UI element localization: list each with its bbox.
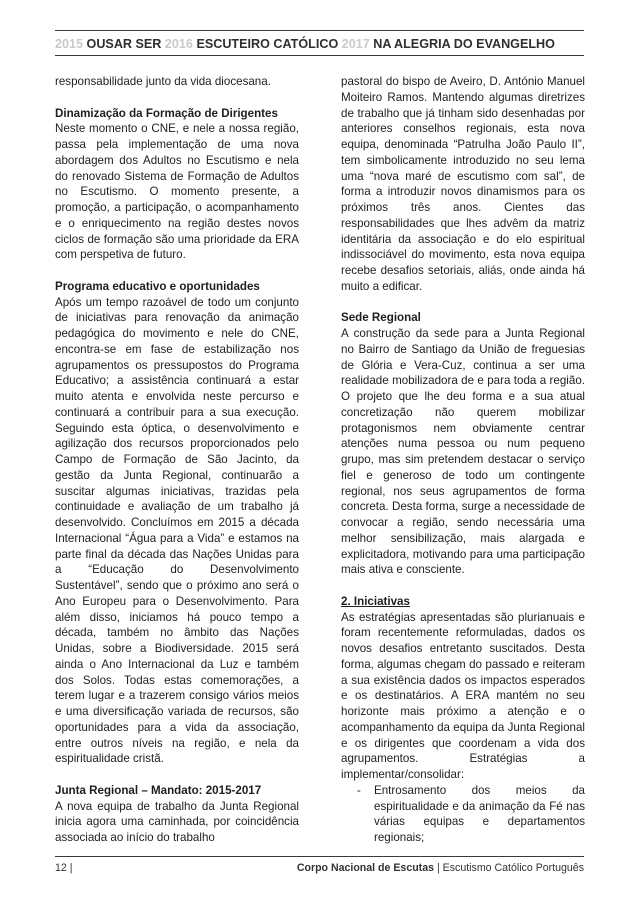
- body-paragraph: A construção da sede para a Junta Regional no Bairro de Santiago da União de freguesias de Glória e Vera-Cuz, continua a ser uma realidade mobilizadora de e para toda a região. O projeto que lhe deu forma e a sua atual concretização não querem mobilizar protagonismos nem obviamente centrar atenções numa pessoa ou num pequeno grupo, mas sim pretendem destacar o serviço fiel e generoso de todo um contingente regional, nos seus agrupamentos de forma concreta. Desta forma, surge a necessidade de convocar a região, sendo necessária uma melhor sensibilização, mais alargada e explicitadora, motivando para uma participação mais ativa e consciente.: [341, 327, 585, 577]
- header-top-rule: [55, 30, 584, 31]
- paragraph-gap: [341, 578, 585, 594]
- paragraph-gap: [55, 90, 299, 106]
- section-heading: 2. Iniciativas: [341, 594, 410, 608]
- footer-organization: Corpo Nacional de Escutas: [296, 862, 434, 874]
- footer-rule: [55, 856, 584, 857]
- left-text-column: [55, 74, 299, 846]
- footer-separator: |: [436, 862, 440, 874]
- list-dash: -: [357, 783, 361, 797]
- header-year-2016: 2016: [164, 37, 193, 51]
- header-phrase-1: OUSAR SER: [86, 37, 162, 51]
- list-item-text: Entrosamento dos meios da espiritualidade e da animação da Fé nas várias equipas e departamentos regionais;: [374, 783, 585, 844]
- header-year-2015: 2015: [55, 37, 84, 51]
- list-item: [341, 783, 585, 846]
- section-heading: Junta Regional – Mandato: 2015-2017: [55, 783, 262, 797]
- footer-subtitle: Escutismo Católico Português: [442, 862, 584, 874]
- paragraph-gap: [341, 295, 585, 311]
- body-paragraph: Neste momento o CNE, e nele a nossa região, passa pela implementação de uma nova abordagem dos Adultos no Escutismo e nela do renovado Sistema de Formação de Adultos no Escutismo. O momento presente, a promoção, a participação, o acompanhamento e o enriquecimento na região destes novos ciclos de formação são uma prioridade da ERA com perspetiva de futuro.: [55, 122, 299, 262]
- right-text-column: [341, 74, 585, 846]
- body-paragraph: responsabilidade junto da vida diocesana.: [55, 75, 271, 88]
- body-paragraph: As estratégias apresentadas são plurianuais e foram recentemente reformuladas, dados os novos desafios entretanto suscitados. Desta forma, algumas chegam do passado e reiteram a sua existência dados os impactos esperados e os destinatários. A ERA mantém no seu horizonte mais próximo a atenção e o acompanhamento da equipa da Junta Regional e os dirigentes que coordenam a vida dos agrupamentos. Estratégias a implementar/consolidar:: [341, 610, 585, 781]
- body-paragraph: A nova equipa de trabalho da Junta Regional inicia agora uma caminhada, por coincidência associada ao início do trabalho: [55, 799, 299, 844]
- section-heading: Sede Regional: [341, 311, 421, 325]
- paragraph-gap: [55, 263, 299, 279]
- body-paragraph: Após um tempo razoável de todo um conjunto de iniciativas para renovação da animação pedagógica do movimento e nele do CNE, encontra-se em fase de estabilização nos agrupamentos os pressupostos do Programa Educativo; a assistência continuará a estar muito atenta e envolvida neste percurso e continuará a contribuir para a sua execução. Seguindo esta óptica, o desenvolvimento e agilização dos recursos proporcionados pelo Campo de Formação de São Jacinto, da gestão da Junta Regional, continuarão a suscitar algumas iniciativas, trazidas pela continuidade e avaliação de um trabalho já desenvolvido. Concluímos em 2015 a década Internacional “Água para a Vida” e estamos na parte final da década das Nações Unidas para a “Educação do Desenvolvimento Sustentável”, sendo que o próximo ano será o Ano Europeu para o Desenvolvimento. Para além disso, iniciamos há pouco tempo a década, também no âmbito das Nações Unidas, sobre a Biodiversidade. 2015 será ainda o Ano Internacional da Luz e também dos Solos. Todas estas comemorações, a terem lugar e a trazerem consigo vários meios e uma diversificação variada de recursos, são oportunidades para a vida da associação, entre outros níveis na região, e nela da espiritualidade cristã.: [55, 295, 299, 766]
- header-year-2017: 2017: [341, 37, 370, 51]
- page-header: [55, 35, 595, 53]
- header-phrase-2: ESCUTEIRO CATÓLICO: [196, 37, 339, 51]
- header-phrase-3: NA ALEGRIA DO EVANGELHO: [373, 37, 555, 51]
- body-paragraph: pastoral do bispo de Aveiro, D. António Manuel Moiteiro Ramos. Mantendo algumas diretrizes de trabalho que já tinham sido desenhadas por anteriores conselhos regionais, esta nova equipa, denominada “Patrulha João Paulo II”, tem simbolicamente introduzido no seu lema uma “nova maré de escutismo com sal”, de forma a introduzir novos dinamismos para os próximos três anos. Cientes das responsabilidades que lhes advêm da matriz identitária da associação e do elo espiritual indissociável do movimento, esta nova equipa recebe desafios setoriais, aliás, onde ainda há muito a edificar.: [341, 75, 585, 293]
- paragraph-gap: [55, 767, 299, 783]
- footer-credit: [297, 862, 584, 874]
- section-heading: Programa educativo e oportunidades: [55, 279, 260, 293]
- header-bottom-rule: [55, 55, 584, 56]
- section-heading: Dinamização da Formação de Dirigentes: [55, 106, 278, 120]
- page-number: 12 |: [55, 862, 73, 874]
